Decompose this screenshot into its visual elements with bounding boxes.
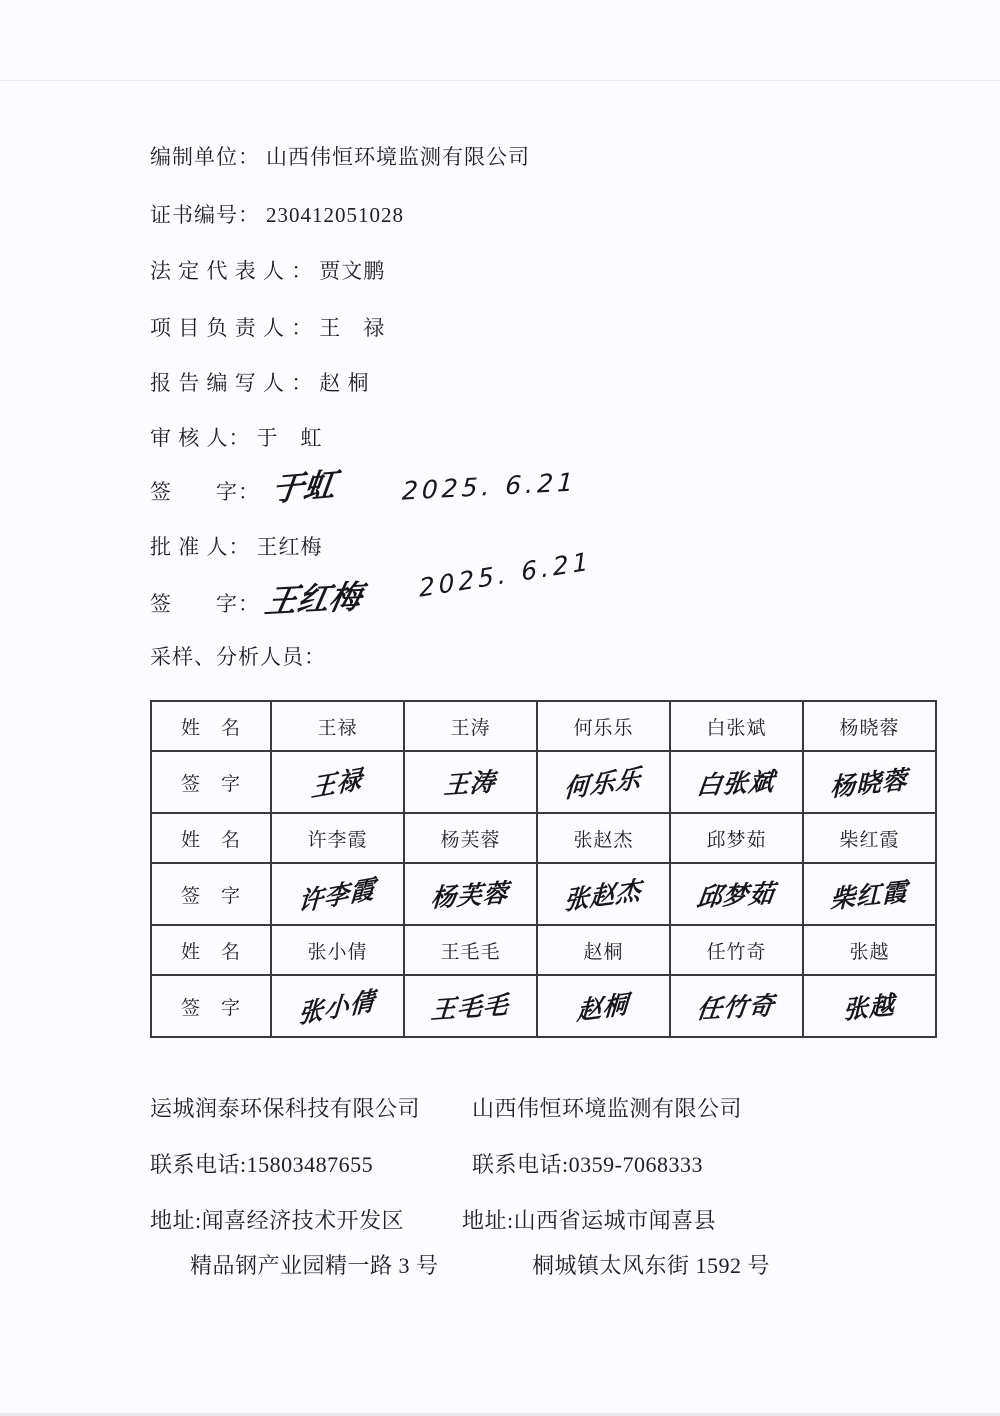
signature-handwriting: 何乐乐 xyxy=(563,763,644,804)
signature-cell xyxy=(271,751,404,813)
signature-handwriting: 柴红霞 xyxy=(830,876,909,915)
legal-representative-value: 贾文鹏 xyxy=(319,259,386,283)
signature-handwriting: 王涛 xyxy=(443,767,498,800)
person-name: 何乐乐 xyxy=(537,701,670,751)
person-name: 张小倩 xyxy=(271,925,404,975)
approver-label: 批 准 人： xyxy=(150,535,251,559)
person-name: 杨芙蓉 xyxy=(404,813,537,863)
personnel-heading xyxy=(150,643,326,671)
scan-seam xyxy=(0,0,1000,81)
person-name: 杨晓蓉 xyxy=(803,701,936,751)
table-row-signatures-1 xyxy=(151,751,936,813)
signature-header-cell: 签 字 xyxy=(151,751,271,813)
footer-company-right: 山西伟恒环境监测有限公司 xyxy=(472,1096,743,1121)
phone-label: 联系电话: xyxy=(472,1152,569,1177)
signature-cell xyxy=(271,975,404,1037)
signature-header-cell: 签 字 xyxy=(151,863,271,925)
report-writer-label: 报 告 编 写 人 ： xyxy=(150,371,314,395)
person-name: 许李霞 xyxy=(271,813,404,863)
name-header-cell: 姓 名 xyxy=(151,925,271,975)
table-row-signatures-3 xyxy=(151,975,936,1037)
compiler-value: 山西伟恒环境监测有限公司 xyxy=(266,145,530,169)
field-approver xyxy=(150,533,323,561)
approver-signature-date: 2025. 6.21 xyxy=(418,546,593,603)
project-leader-label: 项 目 负 责 人 ： xyxy=(150,316,314,340)
project-leader-value: 王 禄 xyxy=(319,316,386,340)
personnel-table xyxy=(150,700,937,1038)
signature-cell xyxy=(803,975,936,1037)
signature-cell xyxy=(537,975,670,1037)
reviewer-value: 于 虹 xyxy=(256,426,323,450)
personnel-heading-text: 采样、分析人员： xyxy=(150,645,326,669)
person-name: 王涛 xyxy=(404,701,537,751)
field-report-writer xyxy=(150,369,370,397)
signature-handwriting: 张小倩 xyxy=(297,985,377,1030)
address-label: 地址: xyxy=(150,1208,202,1233)
person-name: 柴红霞 xyxy=(803,813,936,863)
person-name: 赵桐 xyxy=(537,925,670,975)
signature-handwriting: 赵桐 xyxy=(576,989,631,1026)
signature-label: 签 字： xyxy=(150,592,260,616)
certificate-value: 230412051028 xyxy=(266,203,404,227)
signature-cell xyxy=(803,863,936,925)
signature-handwriting: 王毛毛 xyxy=(430,990,511,1025)
name-header-cell: 姓 名 xyxy=(151,813,271,863)
person-name: 张越 xyxy=(803,925,936,975)
field-legal-representative xyxy=(150,257,385,285)
person-name: 王毛毛 xyxy=(404,925,537,975)
signature-handwriting: 许李霞 xyxy=(297,873,377,918)
signature-handwriting: 任竹奇 xyxy=(695,990,778,1025)
signature-cell xyxy=(404,751,537,813)
signature-cell xyxy=(670,863,803,925)
address-line1: 山西省运城市闻喜县 xyxy=(513,1208,717,1233)
signature-cell xyxy=(537,863,670,925)
signature-cell xyxy=(803,751,936,813)
footer-address-left xyxy=(150,1206,404,1236)
footer-phone-right xyxy=(472,1150,703,1180)
footer-company-left: 运城润泰环保科技有限公司 xyxy=(150,1096,421,1121)
compiler-label: 编制单位： xyxy=(150,145,260,169)
signature-handwriting: 白张斌 xyxy=(695,766,778,801)
signature-handwriting: 邱梦茹 xyxy=(695,878,778,913)
certificate-label: 证书编号： xyxy=(150,203,260,227)
signature-cell xyxy=(404,863,537,925)
reviewer-signature-date: 2025. 6.21 xyxy=(401,467,578,506)
field-reviewer xyxy=(150,424,323,452)
person-name: 王禄 xyxy=(271,701,404,751)
field-project-leader xyxy=(150,314,385,342)
signature-cell xyxy=(404,975,537,1037)
field-compiler xyxy=(150,143,530,171)
footer-address-right xyxy=(462,1206,716,1236)
legal-representative-label: 法 定 代 表 人 ： xyxy=(150,259,314,283)
person-name: 张赵杰 xyxy=(537,813,670,863)
table-row-names-2 xyxy=(151,813,936,863)
signature-handwriting: 张越 xyxy=(843,990,896,1025)
approver-signature-handwriting: 王红梅 xyxy=(261,577,366,621)
reviewer-signature-handwriting: 于虹 xyxy=(269,464,339,510)
field-reviewer-signature-line xyxy=(150,478,260,506)
footer-address2-left: 精品钢产业园精一路 3 号 xyxy=(190,1253,439,1278)
field-approver-signature-line xyxy=(150,590,260,618)
phone-label: 联系电话: xyxy=(150,1152,247,1177)
address-line1: 闻喜经济技术开发区 xyxy=(201,1208,405,1233)
signature-cell xyxy=(271,863,404,925)
field-certificate-number xyxy=(150,201,404,229)
table-row-signatures-2 xyxy=(151,863,936,925)
address-label: 地址: xyxy=(462,1208,514,1233)
signature-handwriting: 杨芙蓉 xyxy=(430,878,511,913)
phone-value: 0359-7068333 xyxy=(568,1152,703,1177)
signature-cell xyxy=(670,975,803,1037)
person-name: 邱梦茹 xyxy=(670,813,803,863)
signature-handwriting: 杨晓蓉 xyxy=(830,764,909,803)
signature-handwriting: 王禄 xyxy=(310,764,365,803)
signature-header-cell: 签 字 xyxy=(151,975,271,1037)
person-name: 任竹奇 xyxy=(670,925,803,975)
footer-phone-left xyxy=(150,1150,373,1180)
signature-handwriting: 张赵杰 xyxy=(563,875,644,916)
phone-value: 15803487655 xyxy=(246,1152,374,1177)
signature-cell xyxy=(537,751,670,813)
table-row-names-1 xyxy=(151,701,936,751)
table-row-names-3 xyxy=(151,925,936,975)
name-header-cell: 姓 名 xyxy=(151,701,271,751)
signature-cell xyxy=(670,751,803,813)
person-name: 白张斌 xyxy=(670,701,803,751)
report-writer-value: 赵 桐 xyxy=(319,371,370,395)
approver-value: 王红梅 xyxy=(256,535,323,559)
signature-label: 签 字： xyxy=(150,480,260,504)
reviewer-label: 审 核 人： xyxy=(150,426,251,450)
footer-address2-right: 桐城镇太风东街 1592 号 xyxy=(532,1253,771,1278)
